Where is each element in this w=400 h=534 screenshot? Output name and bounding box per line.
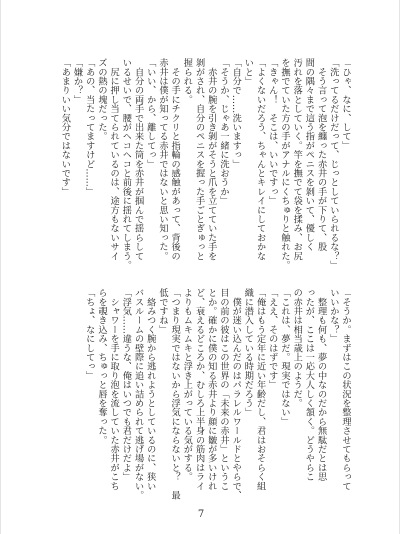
text-column: 自分の両手で出来た筒を赤井が掴んで揺らして [132,58,144,261]
upper-text-tier [55,58,351,272]
text-column: 「ちょ、なにしてっ」 [83,288,95,380]
text-column: ど、衰えるどころか、むしろ上半身の筋肉はライ [193,288,205,491]
text-column: いと」 [242,58,254,86]
text-column: よりもムキムキと浮き上がっている気がする。 [181,288,193,482]
text-column: 「いい、から、離してっ」 [144,58,156,169]
text-column: 「つまり現実ではないから浮気にならないと？ 最 [169,288,181,500]
text-column: 尻に押し当てられているのは、途方もないサイ [108,58,120,261]
text-column: 「洗ってるだけだって、じっとしていられるな？」 [327,58,339,270]
text-column: とか。確かに僕の知る赤井より顔に皺が多いけれ [205,288,217,491]
text-column: ズの熱の塊だった。 [95,58,107,141]
text-column: 「あまりいい気分ではないです」 [59,58,71,196]
text-column: 汚れを落としていく。竿を撫でて袋を揉み、お尻 [291,58,303,261]
text-column: 赤井の腕を引き剝がそうと爪を立てていた手を [205,58,217,261]
text-column: の赤井は相当歳上のようだ。 [291,288,303,408]
text-column: 「これは、夢だ。現実ではない」 [278,288,290,426]
text-column: 握られる。 [181,58,193,104]
text-column: いるせいで、腰がヘコヘコと前後に揺れてしまう。 [120,58,132,270]
text-column: 整理も何も、夢の中なのだから無駄だとは思 [315,288,327,482]
text-column: 「よくないだろう、ちゃんとキレイにしておかな [254,58,266,261]
text-column: 目の前の彼はこの世界の「未来の赤井」というこ [217,288,229,491]
text-column: バスルームの壁際に追い詰められて逃げ場がない。 [132,288,144,500]
page-number: 7 [197,509,205,520]
text-column: 「自分で……洗いますっ」 [230,58,242,169]
text-column: ったが、ここは一応大人しく頷く。どうやらこ [303,288,315,482]
text-column: その手にチクリと指輪の感触があって、背後の [169,58,181,261]
text-column: 「ええ、そのはずです」 [266,288,278,390]
text-column: 「きゃん！ そこは、いいですっ」 [266,58,278,206]
text-column: 間の隅々まで這う指がペニスを剝いて、優しく [303,58,315,252]
text-column: 「俺はもう定年に近い年齢だし、君はおそらく組 [254,288,266,491]
text-column: いいかな？」 [327,288,339,344]
text-column: 「ひゃ、なに、して」 [340,58,351,150]
text-column: 低ですね」 [156,288,168,334]
text-column: 「そうか、じゃあ一緒に洗おうか」 [217,58,229,206]
text-column: らを覗き込み、ちゅっと唇を奪った。 [95,288,107,445]
text-column: 「そうか。まずはこの状況を整理させてもらって [340,288,351,491]
text-column: 剝がされ、自分のペニスを握った手ごとぎゅっと [193,58,205,261]
text-column: そう言って泡を纏った赤井の手が下りて、股 [315,58,327,252]
text-column: 僕が迷い込んだのはパラレルワールドとやらで、 [230,288,242,500]
text-column: 「浮気……違うな、俺はいつでも君だけだよ」 [120,288,132,482]
text-column: 赤井は僕が知ってる赤井ではないと思い知った。 [156,58,168,261]
text-column: 絡みつく腕から逃れようとしているのに、狭い [144,288,156,491]
text-column: シャワーを手に取り泡を流していた赤井がこち [108,288,120,491]
text-column: 織に潜入している時期だろう」 [242,288,254,417]
text-column: を撫でていた方の手がアナルにくちゅりと触れた。 [278,58,290,270]
text-column: 「あの、当たってますけど……」 [83,58,95,196]
text-column: 「嫌か？」 [71,58,83,104]
lower-text-tier [55,288,351,502]
